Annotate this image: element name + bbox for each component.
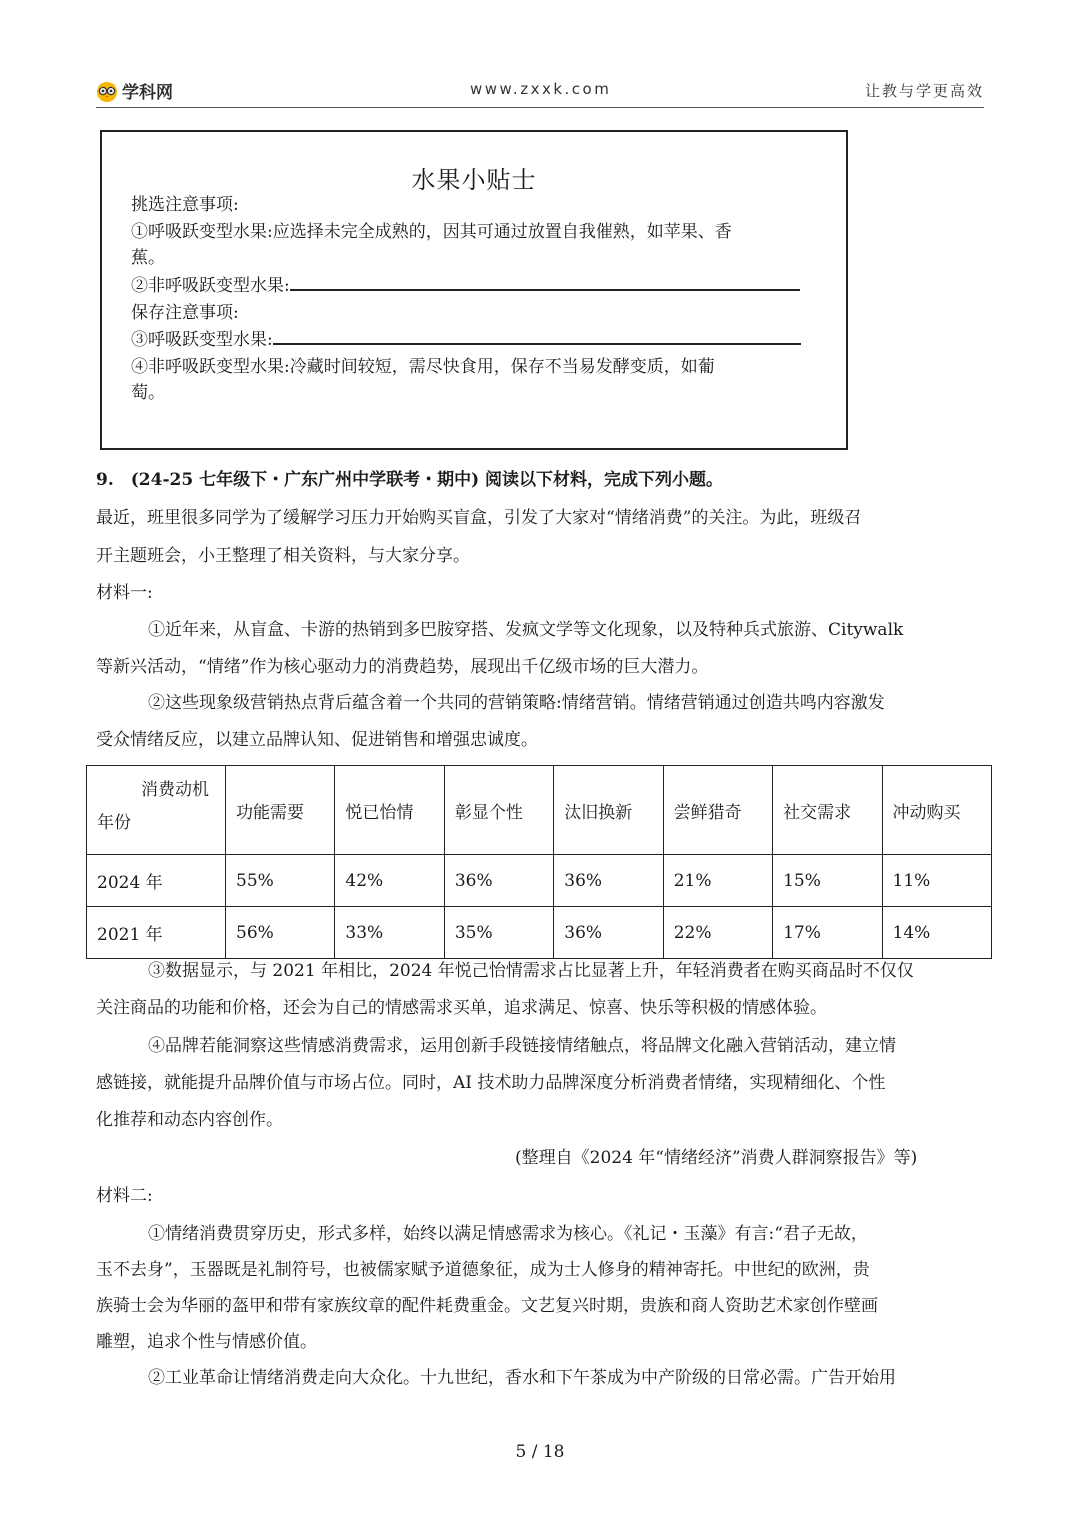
tip-item-3 — [131, 327, 801, 353]
tip-item-2 — [131, 273, 800, 299]
m1-p4-line-2: 感链接，就能提升品牌价值与市场占位。同时，AI 技术助力品牌深度分析消费者情绪，实现精细化、个性 — [96, 1073, 886, 1093]
page-number: 5 / 18 — [515, 1442, 565, 1462]
intro-line-1: 最近，班里很多同学为了缓解学习压力开始购买盲盒，引发了大家对“情绪消费”的关注。为此，班级召 — [96, 508, 862, 528]
column-header: 尝鲜猎奇 — [663, 766, 772, 855]
selection-heading: 挑选注意事项: — [131, 195, 239, 215]
table-corner-cell — [87, 766, 226, 855]
table-row — [87, 907, 992, 959]
m2-p2-line-1: ②工业革命让情绪消费走向大众化。十九世纪，香水和下午茶成为中产阶级的日常必需。广告开始用 — [148, 1368, 896, 1388]
column-header: 社交需求 — [773, 766, 882, 855]
m1-p4-line-1: ④品牌若能洞察这些情感消费需求，运用创新手段链接情绪触点，将品牌文化融入营销活动，建立情 — [148, 1036, 896, 1056]
owl-logo-icon — [96, 80, 118, 102]
m1-p1-line-1: ①近年来，从盲盒、卡游的热销到多巴胺穿搭、发疯文学等文化现象，以及特种兵式旅游、Citywalk — [148, 620, 904, 640]
tips-title: 水果小贴士 — [411, 166, 537, 194]
header-divider — [96, 107, 984, 108]
logo-text: 学科网 — [122, 83, 173, 103]
table-cell: 17% — [773, 907, 882, 959]
answer-blank-3[interactable] — [273, 333, 801, 345]
table-cell: 56% — [226, 907, 335, 959]
tip-item-4-cont: 萄。 — [131, 383, 165, 403]
m1-p1-line-2: 等新兴活动，“情绪”作为核心驱动力的消费趋势，展现出千亿级市场的巨大潜力。 — [96, 657, 709, 677]
table-header-row — [87, 766, 992, 855]
material-2-label: 材料二: — [96, 1186, 153, 1206]
table-cell: 11% — [882, 855, 991, 907]
table-cell: 22% — [663, 907, 772, 959]
m2-p1-line-3: 族骑士会为华丽的盔甲和带有家族纹章的配件耗费重金。文艺复兴时期，贵族和商人资助艺术家创作壁画 — [96, 1296, 878, 1316]
site-url: www.zxxk.com — [470, 80, 612, 98]
logo — [96, 78, 173, 103]
corner-label-year: 年份 — [97, 813, 131, 833]
slogan: 让教与学更高效 — [864, 82, 984, 100]
table-cell: 36% — [554, 855, 663, 907]
m2-p1-line-4: 雕塑，追求个性与情感价值。 — [96, 1332, 317, 1352]
consumption-motive-table — [86, 765, 992, 959]
table-cell: 15% — [773, 855, 882, 907]
column-header: 汰旧换新 — [554, 766, 663, 855]
question-header: 9. (24-25 七年级下・广东广州中学联考・期中) 阅读以下材料，完成下列小题。 — [96, 470, 724, 490]
table-cell: 35% — [444, 907, 553, 959]
table-cell: 36% — [554, 907, 663, 959]
m2-p1-line-1: ①情绪消费贯穿历史，形式多样，始终以满足情感需求为核心。《礼记・玉藻》有言:“君子无故， — [148, 1224, 868, 1244]
tip-item-4: ④非呼吸跃变型水果:冷藏时间较短，需尽快食用，保存不当易发酵变质，如葡 — [131, 357, 715, 377]
answer-blank-2[interactable] — [290, 279, 800, 291]
m2-p1-line-2: 玉不去身”，玉器既是礼制符号，也被儒家赋予道德象征，成为士人修身的精神寄托。中世纪的欧洲，贵 — [96, 1260, 870, 1280]
table-cell: 33% — [335, 907, 444, 959]
m1-p2-line-1: ②这些现象级营销热点背后蕴含着一个共同的营销策略:情绪营销。情绪营销通过创造共鸣内容激发 — [148, 693, 885, 713]
table-cell: 21% — [663, 855, 772, 907]
column-header: 悦已怡情 — [335, 766, 444, 855]
corner-label-motive: 消费动机 — [141, 780, 209, 800]
column-header: 功能需要 — [226, 766, 335, 855]
table-cell: 14% — [882, 907, 991, 959]
column-header: 冲动购买 — [882, 766, 991, 855]
storage-heading: 保存注意事项: — [131, 303, 239, 323]
material-1-source: (整理自《2024 年“情绪经济”消费人群洞察报告》等) — [515, 1148, 918, 1168]
table-cell: 55% — [226, 855, 335, 907]
fruit-tips-box — [100, 130, 848, 450]
table-row — [87, 855, 992, 907]
tip-item-2-label: ②非呼吸跃变型水果: — [131, 276, 290, 296]
table-cell: 42% — [335, 855, 444, 907]
table-cell: 36% — [444, 855, 553, 907]
intro-line-2: 开主题班会，小王整理了相关资料，与大家分享。 — [96, 546, 470, 566]
material-1-label: 材料一: — [96, 583, 153, 603]
tip-item-3-label: ③呼吸跃变型水果: — [131, 330, 273, 350]
m1-p3-line-1: ③数据显示，与 2021 年相比，2024 年悦己怡情需求占比显著上升，年轻消费者在购买商品时不仅仅 — [148, 961, 914, 981]
m1-p3-line-2: 关注商品的功能和价格，还会为自己的情感需求买单，追求满足、惊喜、快乐等积极的情感体验。 — [96, 998, 827, 1018]
tip-item-1: ①呼吸跃变型水果:应选择未完全成熟的，因其可通过放置自我催熟，如苹果、香 — [131, 222, 732, 242]
row-year: 2024 年 — [87, 855, 226, 907]
row-year: 2021 年 — [87, 907, 226, 959]
page-header — [96, 76, 984, 106]
m1-p4-line-3: 化推荐和动态内容创作。 — [96, 1110, 283, 1130]
m1-p2-line-2: 受众情绪反应，以建立品牌认知、促进销售和增强忠诚度。 — [96, 730, 538, 750]
tip-item-1-cont: 蕉。 — [131, 248, 165, 268]
column-header: 彰显个性 — [444, 766, 553, 855]
